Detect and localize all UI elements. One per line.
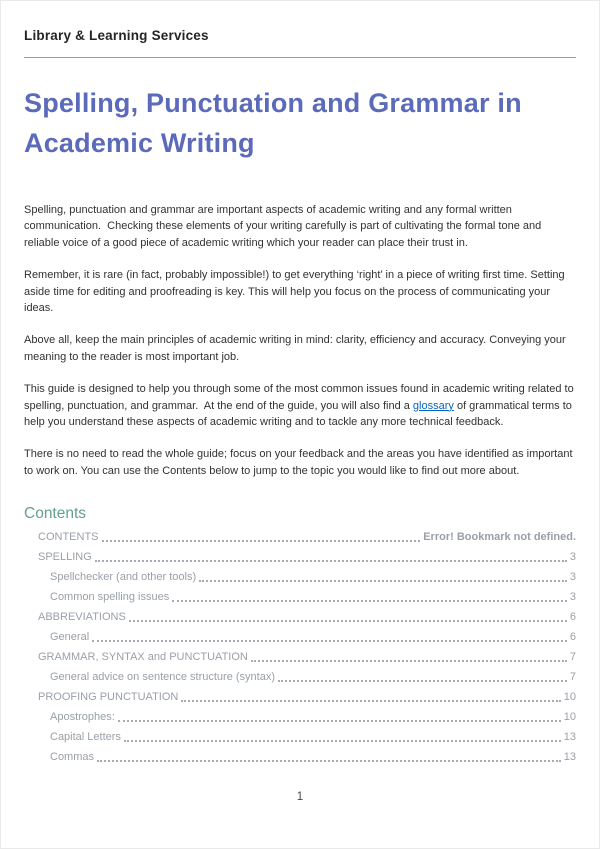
toc-entry-page: 7	[569, 671, 576, 684]
document-title	[24, 83, 576, 163]
toc-entry-page: 13	[563, 731, 576, 744]
toc-entry-label: GRAMMAR, SYNTAX and PUNCTUATION	[38, 651, 248, 664]
toc-dot-leader	[97, 760, 561, 762]
toc-entry[interactable]	[24, 706, 576, 726]
document-title-line-1: Spelling, Punctuation and Grammar in	[24, 88, 522, 118]
page-number: 1	[296, 791, 304, 803]
toc-entry[interactable]	[24, 526, 576, 546]
body-text	[24, 202, 576, 479]
toc-entry-label: Commas	[50, 751, 95, 764]
toc-entry[interactable]	[24, 546, 576, 566]
toc-dot-leader	[278, 680, 567, 682]
toc-entry-label: General advice on sentence structure (syntax)	[50, 671, 276, 684]
toc-entry-label: Capital Letters	[50, 731, 121, 744]
toc-dot-leader	[102, 540, 421, 542]
toc-entry[interactable]	[24, 626, 576, 646]
toc-dot-leader	[92, 640, 567, 642]
toc-entry-page: 6	[569, 631, 576, 644]
table-of-contents	[24, 526, 576, 766]
toc-entry[interactable]	[24, 586, 576, 606]
contents-heading: Contents	[24, 505, 87, 523]
header-divider	[24, 57, 576, 58]
document-title-line-2: Academic Writing	[24, 128, 255, 158]
toc-dot-leader	[95, 560, 567, 562]
toc-entry-label: SPELLING	[38, 551, 92, 564]
body-paragraph: Spelling, punctuation and grammar are important aspects of academic writing and any formal written communication. Checking these elements of your writing carefully is part of cultivating the formal tone and reliable voice of a good piece of academic writing which your reader can place their trust in.	[24, 204, 545, 249]
toc-entry-label: PROOFING PUNCTUATION	[38, 691, 179, 704]
body-paragraph: There is no need to read the whole guide; focus on your feedback and the areas you have identified as important to work on. You can use the Contents below to jump to the topic you would like to find out more about.	[24, 448, 576, 477]
paragraph-text-before-link: This guide is designed to help you through some of the most common issues found in academic writing related to spelling, punctuation, and grammar. At the end of the guide, you will also find a	[24, 383, 577, 412]
toc-entry-label: General	[50, 631, 90, 644]
toc-entry-label: ABBREVIATIONS	[38, 611, 126, 624]
toc-dot-leader	[118, 720, 561, 722]
toc-dot-leader	[199, 580, 567, 582]
toc-dot-leader	[124, 740, 561, 742]
toc-entry[interactable]	[24, 726, 576, 746]
toc-dot-leader	[172, 600, 567, 602]
toc-entry[interactable]	[24, 606, 576, 626]
body-paragraph: Remember, it is rare (in fact, probably impossible!) to get everything ‘right’ in a piece of writing first time. Setting aside time for editing and proofreading is key. This will help you focus on the process of communicating your ideas.	[24, 269, 568, 315]
toc-entry[interactable]	[24, 686, 576, 706]
toc-entry-label: Spellchecker (and other tools)	[50, 571, 197, 584]
toc-entry-label: Common spelling issues	[50, 591, 170, 604]
toc-dot-leader	[129, 620, 567, 622]
toc-entry[interactable]	[24, 646, 576, 666]
paragraph-text-after-link: of grammatical terms to help you understand these aspects of academic writing and to tackle any more technical feedback.	[24, 399, 575, 429]
toc-entry-page: Error! Bookmark not defined.	[423, 531, 576, 544]
toc-entry[interactable]	[24, 666, 576, 686]
body-paragraph	[24, 381, 576, 430]
toc-entry-page: 10	[563, 691, 576, 704]
toc-dot-leader	[251, 660, 567, 662]
toc-entry-label: Apostrophes:	[50, 711, 115, 724]
toc-entry-page: 13	[563, 751, 576, 764]
toc-entry-page: 7	[569, 651, 576, 664]
toc-dot-leader	[181, 700, 560, 702]
toc-entry[interactable]	[24, 746, 576, 766]
document-header: Library & Learning Services	[24, 28, 209, 43]
toc-entry-page: 6	[569, 611, 576, 624]
glossary-link[interactable]: glossary	[412, 399, 454, 412]
body-paragraph: Above all, keep the main principles of academic writing in mind: clarity, efficiency and accuracy. Conveying your meaning to the reader is most important job.	[24, 334, 569, 363]
toc-entry-page: 3	[569, 591, 576, 604]
toc-entry-label: CONTENTS	[38, 531, 99, 544]
toc-entry-page: 10	[563, 711, 576, 724]
toc-entry-page: 3	[569, 571, 576, 584]
toc-entry-page: 3	[569, 551, 576, 564]
toc-entry[interactable]	[24, 566, 576, 586]
